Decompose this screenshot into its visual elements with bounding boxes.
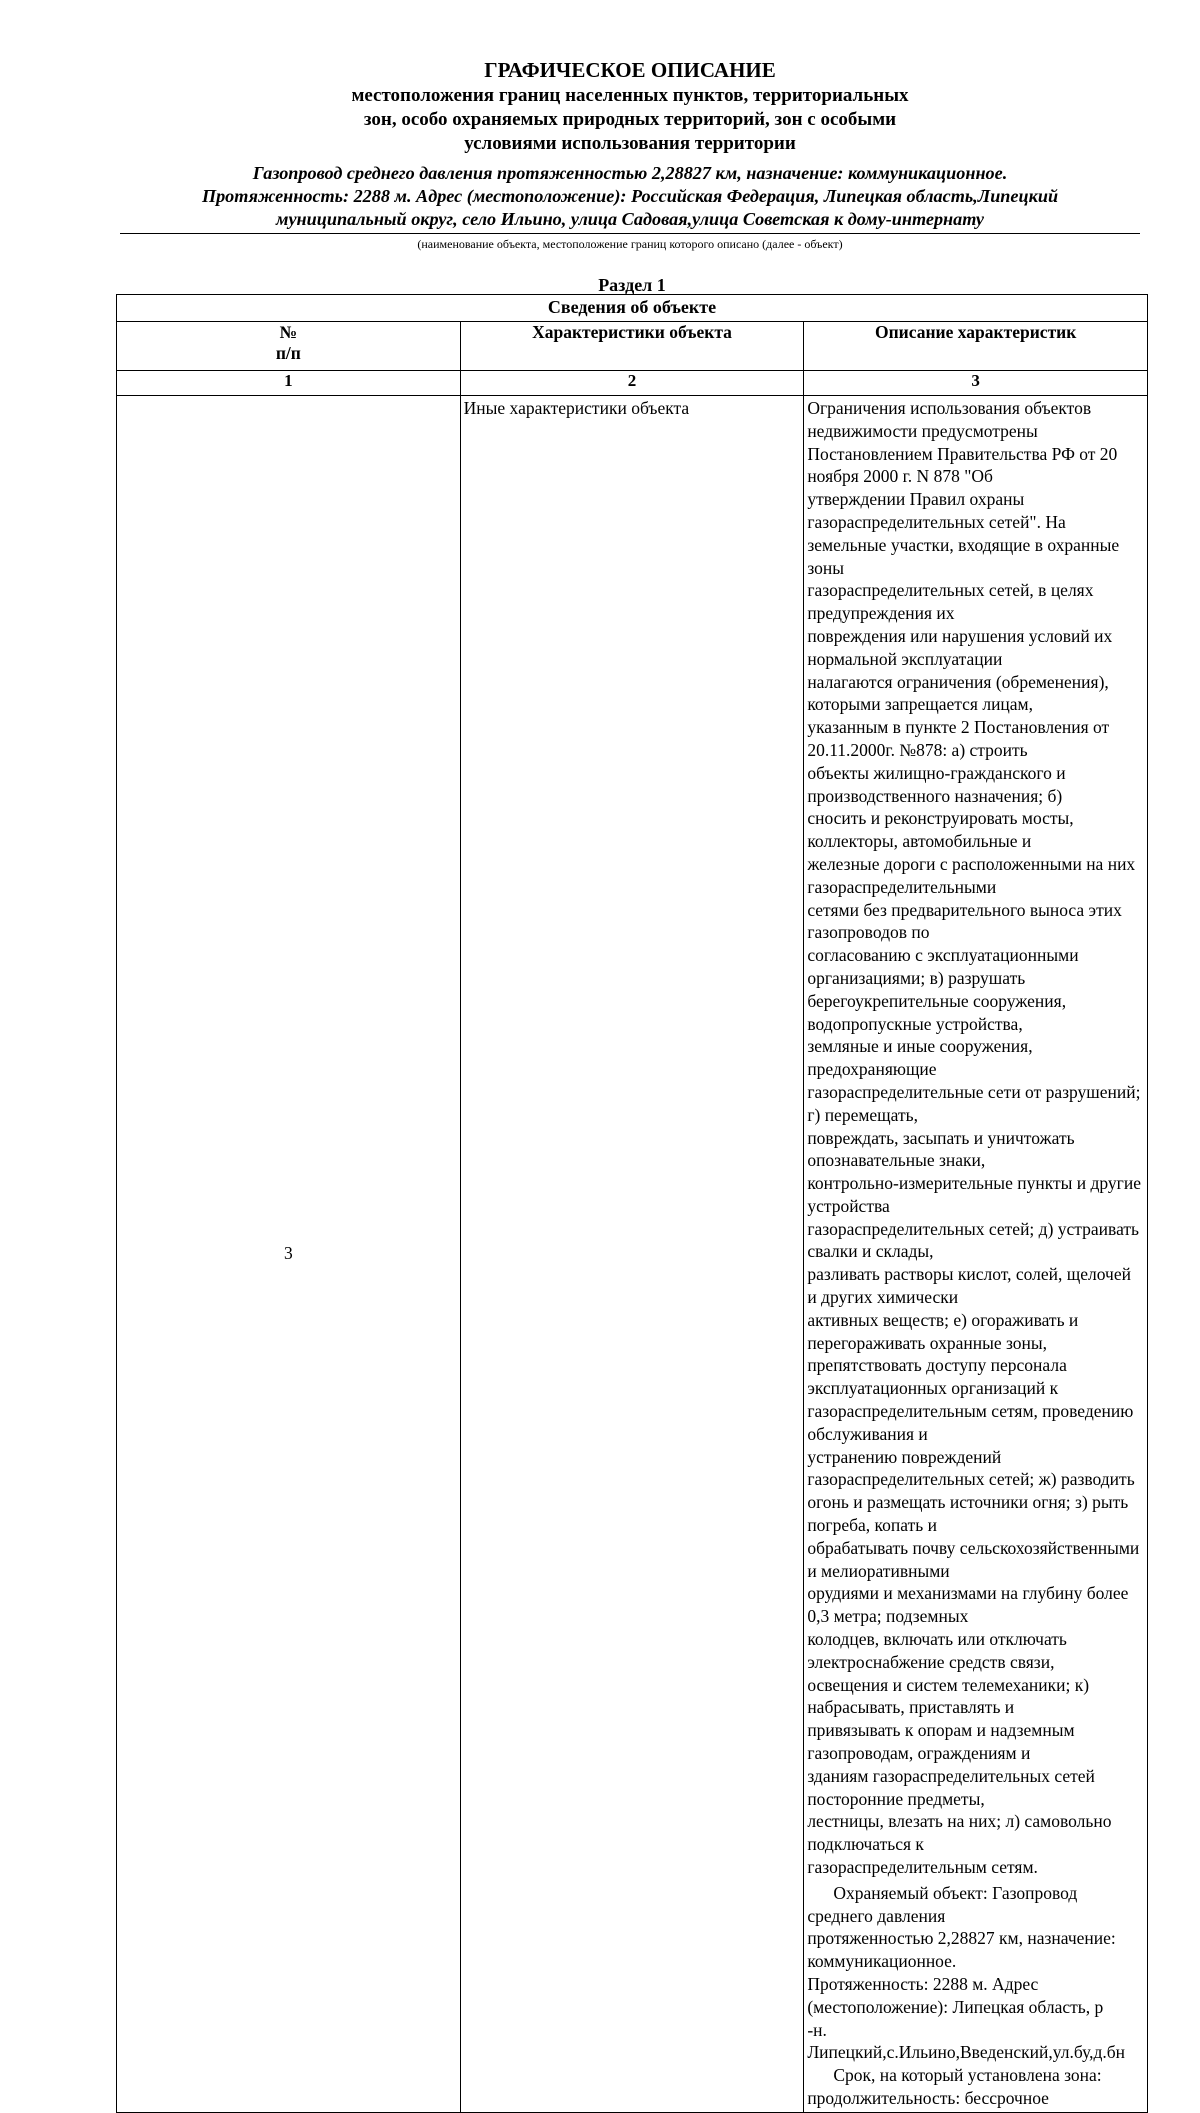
document-title: ГРАФИЧЕСКОЕ ОПИСАНИЕ [484,58,776,82]
column-number-3: 3 [804,371,1148,396]
table-row [117,396,1148,2113]
object-name: Газопровод среднего давления протяженностью 2,28827 км, назначение: коммуникационное. Протяженность: 2288 м. Адрес (местоположение): Российская Федерация, Липецкая область,Липецкий муниципальный округ, село Ильино, улица Садовая,улица Советская к дому-интернату [120,162,1140,234]
column-header-characteristic: Характеристики объекта [460,322,804,371]
section-label: Раздел 1 [598,275,666,295]
document-subtitle: местоположения границ населенных пунктов, территориальных зон, особо охраняемых природных территорий, зон с особыми условиями использования территории [351,85,909,154]
column-number-2: 2 [460,371,804,396]
column-numbers-row [117,371,1148,396]
description-restrictions: Ограничения использования объектов недвижимости предусмотрены Постановлением Правительства РФ от 20 ноября 2000 г. N 878 "Об утверждении Правил охраны газораспределительных сетей". На земельные участки, входящие в охранные зоны газораспределительных сетей, в целях предупреждения их повреждения или нарушения условий их нормальной эксплуатации налагаются ограничения (обременения), которыми запрещается лицам, указанным в пункте 2 Постановления от 20.11.2000г. №878: а) строить объекты жилищно-гражданского и производственного назначения; б) сносить и реконструировать мосты, коллекторы, автомобильные и железные дороги с расположенными на них газораспределительными сетями без предварительного выноса этих газопроводов по согласованию с эксплуатационными организациями; в) разрушать берегоукрепительные сооружения, водопропускные устройства, земляные и иные сооружения, предохраняющие газораспределительные сети от разрушений; г) перемещать, повреждать, засыпать и уничтожать опознавательные знаки, контрольно-измерительные пункты и другие устройства газораспределительных сетей; д) устраивать свалки и склады, разливать растворы кислот, солей, щелочей и других химически активных веществ; е) огораживать и перегораживать охранные зоны, препятствовать доступу персонала эксплуатационных организаций к газораспределительным сетям, проведению обслуживания и устранению повреждений газораспределительных сетей; ж) разводить огонь и размещать источники огня; з) рыть погреба, копать и обрабатывать почву сельскохозяйственными и мелиоративными орудиями и механизмами на глубину более 0,3 метра; подземных колодцев, включать или отключать электроснабжение средств связи, освещения и систем телемеханики; к) набрасывать, приставлять и привязывать к опорам и надземным газопроводам, ограждениям и зданиям газораспределительных сетей посторонние предметы, лестницы, влезать на них; л) самовольно подключаться к газораспределительным сетям. [807,398,1141,1877]
table-header-row [117,322,1148,371]
column-number-1: 1 [117,371,461,396]
object-name-caption: (наименование объекта, местоположение границ которого описано (далее - объект) [417,237,843,251]
description-zone-term: Срок, на который установлена зона: продолжительность: бессрочное [807,2065,1102,2108]
description-protected-object: Охраняемый объект: Газопровод среднего давления протяженностью 2,28827 км, назначение: коммуникационное. Протяженность: 2288 м. Адрес (местоположение): Липецкая область, р -н. Липецкий,с.Ильино,Введенский,ул.бу,д.бн [807,1882,1126,2063]
table-title-row [117,295,1148,322]
column-header-description: Описание характеристик [804,322,1148,371]
row-description [804,396,1148,2113]
row-characteristic: Иные характеристики объекта [460,396,804,2113]
row-number: 3 [117,396,461,2113]
object-info-table [116,294,1148,2113]
column-header-number: № п/п [117,322,461,371]
document-header [120,58,1140,251]
table-title: Сведения об объекте [117,295,1148,322]
